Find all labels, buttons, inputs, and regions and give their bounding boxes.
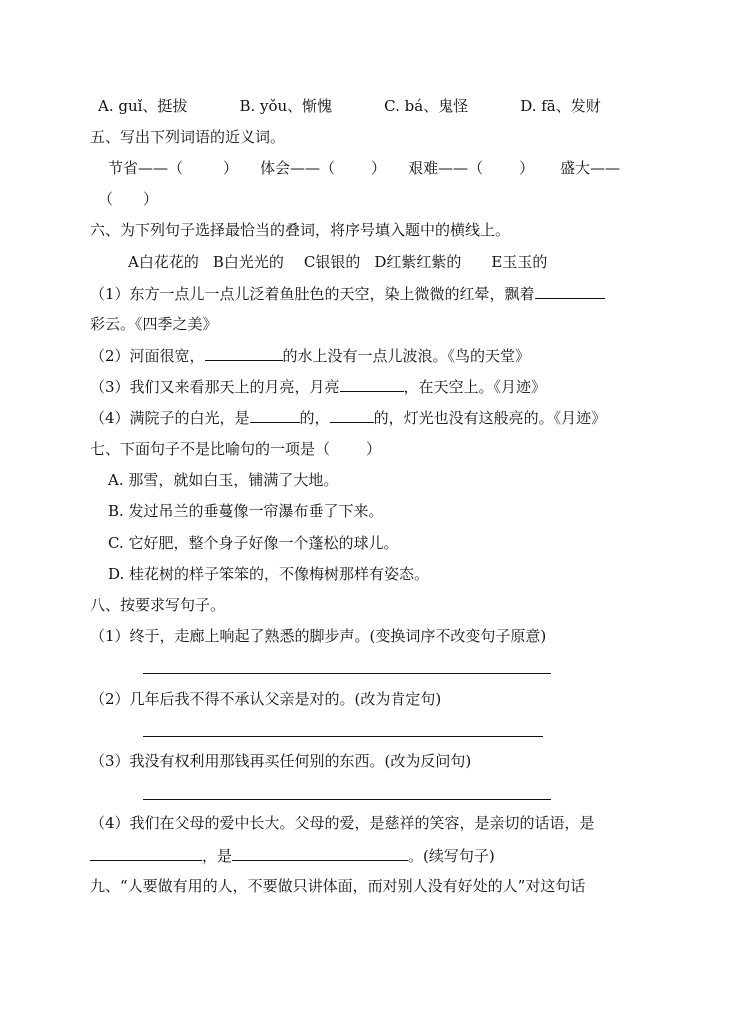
q8-s3-answer-line[interactable]	[143, 799, 551, 800]
q6-sentence-3	[90, 376, 546, 397]
q5-close-3: ）	[519, 159, 535, 177]
q5-word-4: 盛大——	[560, 159, 621, 177]
q8-sentence-4-cont	[90, 845, 495, 866]
q4-option-c: C. bá、鬼怪	[384, 97, 469, 115]
q4-options-row	[98, 96, 601, 116]
q7-title-row	[90, 439, 381, 459]
q6-s4-blank-2[interactable]	[330, 407, 374, 423]
q7-option-b: B. 发过吊兰的垂蔓像一帘瀑布垂了下来。	[108, 502, 384, 520]
q6-s1-text: （1）东方一点儿一点儿泛着鱼肚色的天空，染上微微的红晕，飘着	[90, 285, 535, 303]
q4-option-d: D. fā、发财	[520, 97, 601, 115]
q6-s3-text-b: ，在天空上。《月迹》	[403, 378, 547, 396]
q6-sentence-4	[90, 407, 606, 428]
q6-s1-blank[interactable]	[535, 283, 605, 299]
q6-option-c: C银银的	[303, 253, 361, 271]
q5-word-3: 艰难——（	[408, 159, 484, 177]
q5-last-paren	[98, 189, 158, 209]
q8-s2-answer-line[interactable]	[143, 736, 543, 737]
q7-option-d: D. 桂花树的样子笨笨的，不像梅树那样有姿态。	[108, 565, 430, 583]
q6-s2-text-a: （2）河面很宽，	[90, 347, 205, 365]
q6-s2-text-b: 的水上没有一点儿波浪。《鸟的天堂》	[282, 347, 531, 365]
q8-sentence-3: （3）我没有权利用那钱再买任何别的东西。(改为反问句)	[90, 752, 472, 770]
q8-s4-text-c: 。(续写句子)	[408, 847, 495, 865]
q6-s2-blank[interactable]	[205, 345, 283, 361]
q6-options-row	[128, 252, 547, 272]
q5-word-2: 体会——（	[260, 159, 336, 177]
q6-s3-text-a: （3）我们又来看那天上的月亮，月亮	[90, 378, 340, 396]
q8-sentence-4: （4）我们在父母的爱中长大。父母的爱，是慈祥的笑容，是亲切的话语，是	[90, 814, 595, 832]
q6-s4-blank-1[interactable]	[250, 407, 300, 423]
q5-word-1: 节省——（	[108, 159, 184, 177]
q7-option-a: A. 那雪，就如白玉，铺满了大地。	[108, 471, 339, 489]
q6-option-d: D红紫红紫的	[374, 253, 462, 271]
q6-sentence-2	[90, 345, 530, 366]
q6-s3-blank[interactable]	[340, 376, 404, 392]
q8-s1-answer-line[interactable]	[143, 673, 551, 674]
q8-s4-blank-1[interactable]	[90, 845, 202, 861]
q7-option-c: C. 它好肥，整个身子好像一个蓬松的球儿。	[108, 534, 399, 552]
q6-s4-text-b: 的，	[299, 409, 330, 427]
q6-option-a: A白花花的	[128, 253, 199, 271]
q7-title-close: ）	[366, 440, 382, 458]
q4-option-a: A. guǐ、挺拔	[98, 97, 188, 115]
q5-close-1: ）	[223, 159, 239, 177]
q6-title: 六、为下列句子选择最恰当的叠词，将序号填入题中的横线上。	[90, 221, 511, 239]
q8-s4-text-b: ，是	[202, 847, 233, 865]
q5-open-4: （	[98, 190, 114, 208]
q8-sentence-1: （1）终于，走廊上响起了熟悉的脚步声。(变换词序不改变句子原意)	[90, 627, 547, 645]
q8-sentence-2: （2）几年后我不得不承认父亲是对的。(改为肯定句)	[90, 690, 442, 708]
q9-title: 九、“人要做有用的人，不要做只讲体面，而对别人没有好处的人”对这句话	[90, 877, 586, 895]
q6-s4-text-a: （4）满院子的白光，是	[90, 409, 250, 427]
q4-option-b: B. yǒu、惭愧	[239, 97, 333, 115]
q6-s1-cont: 彩云。《四季之美》	[90, 315, 218, 333]
q6-s4-text-c: 的，灯光也没有这般亮的。《月迹》	[373, 409, 607, 427]
q5-words-row	[108, 158, 620, 178]
q6-option-b: B白光光的	[212, 253, 284, 271]
q6-option-e: E玉玉的	[491, 253, 548, 271]
q8-title: 八、按要求写句子。	[90, 596, 226, 614]
q5-close-2: ）	[371, 159, 387, 177]
q5-close-4: ）	[143, 190, 159, 208]
q8-s4-blank-2[interactable]	[232, 845, 408, 861]
q7-title: 七、下面句子不是比喻句的一项是（	[90, 440, 331, 458]
q6-sentence-1	[90, 283, 605, 304]
q5-title: 五、写出下列词语的近义词。	[90, 128, 286, 146]
